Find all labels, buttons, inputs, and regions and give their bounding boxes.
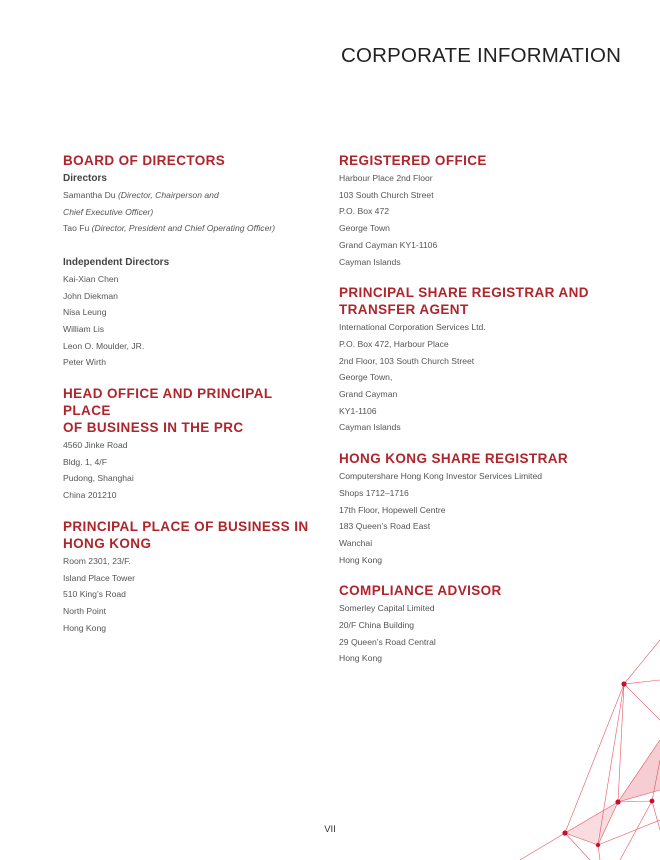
director-entry: Chief Executive Officer): [63, 206, 154, 217]
head-office-heading: HEAD OFFICE AND PRINCIPAL PLACE OF BUSINESS IN THE PRC: [63, 386, 273, 436]
address-line: Grand Cayman: [339, 389, 398, 400]
address-line: Grand Cayman KY1-1106: [339, 239, 438, 250]
address-line: Bldg. 1, 4/F: [63, 456, 107, 467]
address-line: Cayman Islands: [339, 256, 401, 267]
address-line: 20/F China Building: [339, 620, 415, 631]
compliance-advisor-heading: COMPLIANCE ADVISOR: [339, 583, 502, 599]
registered-office-heading: REGISTERED OFFICE: [339, 153, 487, 168]
address-line: Wanchai: [339, 537, 373, 548]
address-line: Computershare Hong Kong Investor Services Limited: [339, 471, 543, 482]
address-line: China 201210: [63, 490, 117, 501]
director-entry: Samantha Du (Director, Chairperson and: [63, 190, 219, 200]
address-line: P.O. Box 472, Harbour Place: [339, 338, 449, 349]
director-entry: Tao Fu (Director, President and Chief Operating Officer): [63, 223, 276, 234]
independent-director: Peter Wirth: [63, 357, 106, 368]
independent-director: Nisa Leung: [63, 307, 107, 318]
address-line: 103 South Church Street: [339, 189, 434, 200]
independent-director: John Diekman: [63, 290, 118, 301]
address-line: North Point: [63, 605, 106, 616]
address-line: 2nd Floor, 103 South Church Street: [339, 355, 475, 366]
independent-director: William Lis: [63, 323, 105, 334]
independent-directors-subheading: Independent Directors: [63, 256, 170, 268]
address-line: International Corporation Services Ltd.: [339, 322, 486, 333]
address-line: 183 Queen’s Road East: [339, 521, 431, 532]
address-line: Pudong, Shanghai: [63, 473, 134, 484]
independent-director: Kai-Xian Chen: [63, 273, 119, 284]
address-line: Shops 1712–1716: [339, 487, 409, 498]
address-line: George Town: [339, 223, 390, 234]
page-title: CORPORATE INFORMATION: [341, 44, 622, 67]
address-line: Island Place Tower: [63, 572, 135, 583]
address-line: KY1-1106: [339, 405, 377, 416]
page-number: VII: [324, 824, 336, 835]
hong-kong-share-registrar-heading: HONG KONG SHARE REGISTRAR: [339, 451, 569, 467]
address-line: 510 King’s Road: [63, 589, 126, 600]
address-line: 4560 Jinke Road: [63, 440, 128, 451]
address-line: Hong Kong: [339, 554, 383, 565]
address-line: 17th Floor, Hopewell Centre: [339, 504, 446, 515]
hk-place-of-business-heading: PRINCIPAL PLACE OF BUSINESS IN HONG KONG: [63, 518, 309, 551]
independent-director: Leon O. Moulder, JR.: [63, 340, 145, 351]
board-of-directors-heading: BOARD OF DIRECTORS: [63, 153, 226, 168]
address-line: George Town,: [339, 372, 393, 383]
address-line: P.O. Box 472: [339, 206, 390, 217]
address-line: Cayman Islands: [339, 422, 401, 433]
directors-subheading: Directors: [63, 173, 107, 184]
principal-share-registrar-heading: PRINCIPAL SHARE REGISTRAR AND TRANSFER AGENT: [339, 285, 589, 318]
address-line: Hong Kong: [339, 653, 383, 664]
address-line: 29 Queen’s Road Central: [339, 636, 436, 647]
address-line: Harbour Place 2nd Floor: [339, 173, 433, 183]
address-line: Hong Kong: [63, 622, 107, 633]
address-line: Room 2301, 23/F.: [63, 555, 131, 566]
address-line: Somerley Capital Limited: [339, 603, 435, 614]
